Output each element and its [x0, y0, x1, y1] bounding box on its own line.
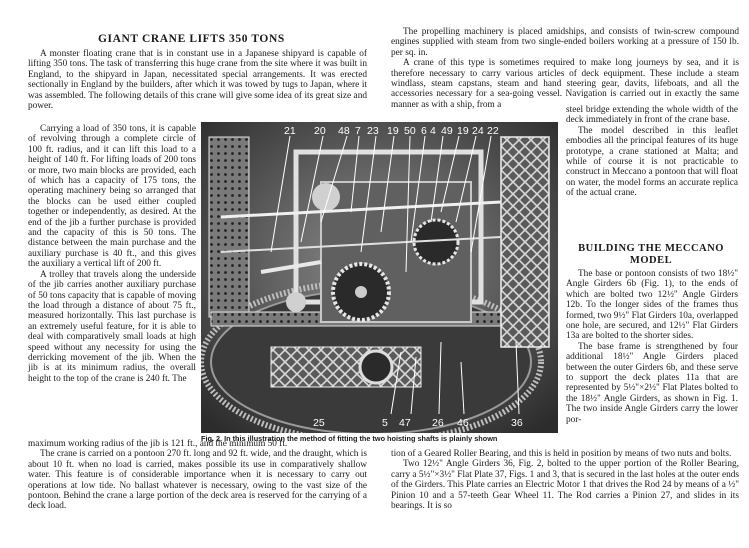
paragraph: The crane is carried on a pontoon 270 ft. long and 92 ft. wide, and the draught, which is about 10 ft. when no load is carried, makes possible its use in comparatively shallow water. This feature is of considerable importance when it is necessary to carry out operations at low tide. No ballast whatever is necessary, owing to the vast size of the pontoon. Behind the crane a large portion of the deck area is reserved for the carrying of a deck load. — [28, 449, 367, 512]
callout-label: 26 — [432, 417, 444, 429]
paragraph: Two 12½" Angle Girders 36, Fig. 2, bolted to the upper portion of the Roller Bearing, carry a 5½"×3½" Flat Plate 37, Figs. 1 and 3, that is secured in the last holes at the outer ends of the Girders. This Plate carries an Electric Motor 1 that drives the Rod 24 by means of a ½" Pinion 10 and a 57-teeth Gear Wheel 11. The Rod carries a Pinion 27, and slides in its bearings. It is so — [391, 459, 739, 512]
section-heading-line: MODEL — [629, 255, 673, 266]
right-top-text — [391, 27, 739, 110]
callout-label: 5 — [382, 417, 388, 429]
callout-label: 20 — [314, 125, 326, 137]
paragraph: tion of a Geared Roller Bearing, and this is held in position by means of two nuts and bolts. — [391, 449, 732, 459]
paragraph: A trolley that travels along the underside of the jib carries another auxiliary purchase of 50 tons capacity that is capable of moving the load through a distance of about 75 ft., measured horizontally. This last purchase is an extremely useful feature, for it is able to deal with comparatively small loads at high speed without any necessity for using the derricking movement of the jib. When the jib is at its minimum radius, the overall height to the top of the crane is 240 ft. The — [28, 269, 196, 384]
right-column-text — [566, 105, 738, 199]
callout-label: 22 — [487, 125, 499, 137]
callout-label: 46 — [457, 417, 469, 429]
paragraph: maximum working radius of the jib is 121 ft., and the minimum 50 ft. — [28, 439, 288, 449]
callout-label: 4 — [430, 125, 436, 137]
paragraph: The base or pontoon consists of two 18½" Angle Girders 6b (Fig. 1), to the ends of which are bolted two 12½" Angle Girders 12b. To the longer sides of the frames thus formed, two 9½" Flat Girders 10a, overlapped one hole, are secured, and 12½" Flat Girders 13a are bolted to the shorter sides. — [566, 269, 738, 342]
right-bottom-text — [391, 449, 739, 511]
callout-label: 23 — [367, 125, 379, 137]
callout-label: 49 — [441, 125, 453, 137]
callout-label: 47 — [399, 417, 411, 429]
callout-label: 6 — [421, 125, 427, 137]
paragraph: steel bridge extending the whole width of the deck immediately in front of the crane base. — [566, 105, 738, 126]
paragraph: The model described in this leaflet embodies all the principal features of its huge prototype, a crane stationed at Malta; and while of course it is not practicable to construct in Meccano a pontoon that will float on water, the model forms an accurate replica of the actual crane. — [566, 125, 738, 199]
callout-label: 24 — [472, 125, 484, 137]
section-heading — [565, 243, 737, 267]
paragraph: A monster floating crane that is in constant use in a Japanese shipyard is capable of lifting 350 tons. The task of transferring this huge crane from the site where it was built in England, to the shipyard in Japan, necessitated special arrangements. It was erected sectionally in England by the builders, after which it was towed by tugs to Japan, where it was assembled. The following details of this crane will give some idea of its great size and power. — [28, 49, 367, 112]
right-column-text-2 — [566, 269, 738, 425]
intro-paragraph — [28, 49, 367, 111]
callout-label: 19 — [457, 125, 469, 137]
left-bottom-text — [28, 439, 367, 512]
callout-label: 7 — [355, 125, 361, 137]
callout-label: 36 — [511, 417, 523, 429]
callout-label: 21 — [284, 125, 296, 137]
paragraph: A crane of this type is sometimes required to make long journeys by sea, and it is therefore necessary to carry various articles of deck equipment. These include a steam windlass, steam capstans, steam and hand steering gear, davits, lifeboats, and all the accessories necessary for a sea-going vessel. Navigation is carried out in exactly the same manner as with a ship, from a — [391, 58, 739, 110]
mechanism-illustration — [201, 122, 558, 433]
callout-label: 25 — [313, 417, 325, 429]
section-heading-line: BUILDING THE MECCANO — [578, 243, 724, 254]
figure-caption: Fig. 2. In this illustration the method of fitting the two hoisting shafts is plainly shown — [201, 434, 498, 443]
left-column-text — [28, 124, 196, 384]
figure-photo — [201, 122, 558, 433]
article-heading: GIANT CRANE LIFTS 350 TONS — [98, 33, 285, 45]
callout-label: 19 — [387, 125, 399, 137]
paragraph: Carrying a load of 350 tons, it is capable of revolving through a complete circle of 100 ft. radius, and it can lift this load to a height of 140 ft. For lifting loads of 200 tons or more, two main blocks are provided, each of which has a capacity of 175 tons, the operating machinery being so arranged that the blocks can be used either coupled together or independently, as desired. At the end of the jib a further purchase is provided and the capacity of this is 50 tons. The distance between the main purchase and the auxiliary purchase is 40 ft., and this gives the auxiliary a vertical lift of 200 ft. — [28, 124, 196, 270]
paragraph: The base frame is strengthened by four additional 18½" Angle Girders placed between the outer Girders 6b, and these serve to support the deck plates 11a that are represented by 5½"×2½" Flat Plates bolted to the 18½" Angle Girders, as shown in Fig. 1. The two inside Angle Girders carry the lower por- — [566, 341, 738, 425]
callout-label: 48 — [338, 125, 350, 137]
callout-label: 50 — [404, 125, 416, 137]
paragraph: The propelling machinery is placed amidships, and consists of twin-screw compound engines supplied with steam from two single-ended boilers working at a pressure of 150 lb. per sq. in. — [391, 27, 739, 58]
